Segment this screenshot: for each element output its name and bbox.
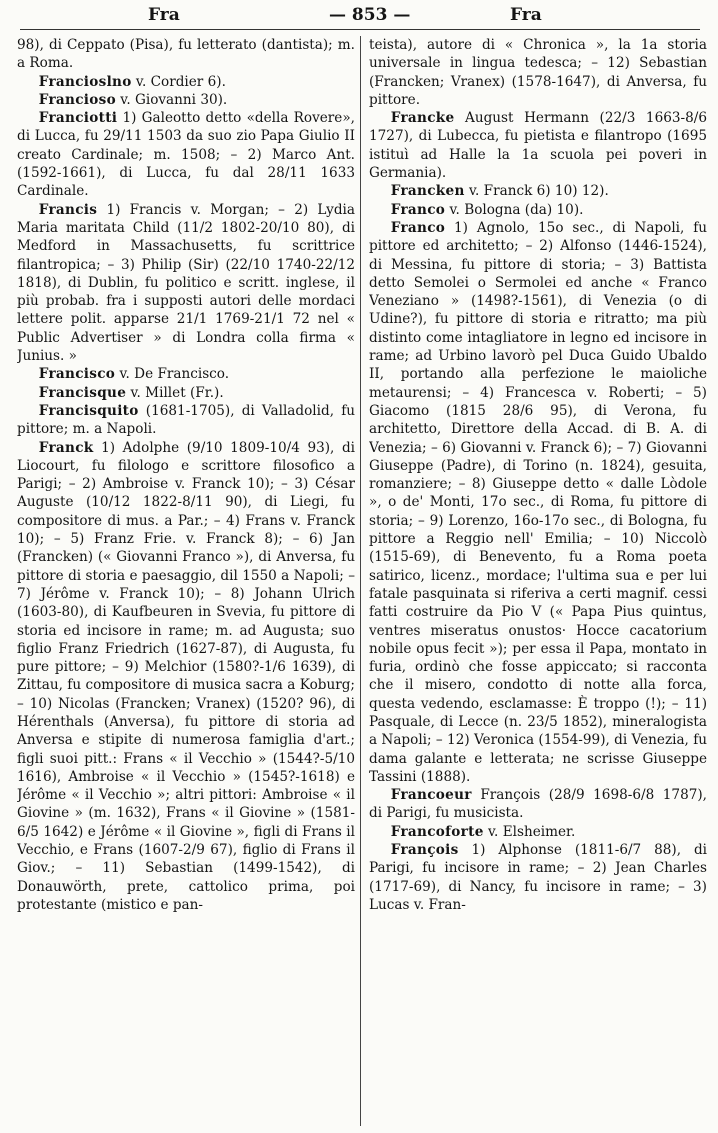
entry-franco-bologna: Franco v. Bologna (da) 10). [390, 201, 584, 218]
right-column [369, 36, 707, 1128]
left-column [17, 36, 355, 1128]
header-rule [20, 29, 700, 30]
entry-francisco: Francisco v. De Francisco. [38, 366, 230, 383]
page-number: — 853 — [329, 5, 411, 25]
entry-franck: Franck 1) Adolphe (9/10 1809-10/4 93), di Liocourt, fu filologo e scrittore filosofico a Parigi; – 2) Ambroise v. Franck 10); – 3) César Auguste (10/12 1822-8/11 90), di Liegi, fu compositore di mus. a Par.; – 4) Frans v. Franck 10); – 5) Franz Frie. v. Franck 8); – 6) Jan (Francken) (« Giovanni Franco »), di Anversa, fu pittore di storia e paesaggio, dil 1550 a Napoli; – 7) Jérôme v. Franck 10); – 8) Johann Ulrich (1603-80), di Kaufbeuren in Svevia, fu pittore di storia ed incisore in rame; m. ad Augusta; suo figlio Franz Friedrich (1627-87), di Augusta, fu pure pittore; – 9) Melchior (1580?-1/6 1639), di Zittau, fu compositore di musica sacra a Koburg; – 10) Nicolas (Francken; Vranex) (1520? 96), di Hérenthals (Anversa), fu pittore di storia ad Anversa e stipite di numerosa famiglia d'art.; figli suoi pitt.: Frans « il Vecchio » (1544?-5/10 1616), Ambroise « il Vecchio » (1545?-1618) e Jérôme « il Vecchio »; altri pittori: Ambroise « il Giovine » (m. 1632), Frans « il Giovine » (1581-6/5 1642) e Jérôme « il Giovine », figli di Frans il Vecchio, e Frans (1607-2/9 67), figlio di Frans il Giov.; – 11) Sebastian (1499-1542), di Donauwörth, prete, cattolico prima, poi protestante (mistico e pan- [17, 439, 355, 913]
entry-continuation: 98), di Ceppato (Pisa), fu letterato (dantista); m. a Roma. [17, 37, 355, 72]
entry-francioso: Francioso v. Giovanni 30). [38, 91, 228, 108]
page-header [0, 4, 718, 30]
entry-francken: Francken v. Franck 6) 10) 12). [390, 183, 609, 200]
header-left-keyword: Fra [148, 5, 180, 25]
entry-franco: Franco 1) Agnolo, 15o sec., di Napoli, fu pittore ed architetto; – 2) Alfonso (1446-1524), di Messina, fu pittore di storia; – 3) Battista detto Semolei o Sermolei ed anche « Franco Veneziano » (1498?-1561), di Venezia (o di Udine?), fu pittore di storia e ritratto; ma più distinto come intagliatore in legno ed incisore in rame; ad Urbino lavorò pel Duca Guido Ubaldo II, portando alla perfezione le maioliche metaurensi; – 4) Francesca v. Roberti; – 5) Giacomo (1815 28/6 95), di Verona, fu architetto, Direttore della Accad. di B. A. di Venezia; – 6) Giovanni v. Franck 6); – 7) Giovanni Giuseppe (Padre), di Torino (n. 1824), gesuita, romanziere; – 8) Giuseppe detto « dalle Lòdole », o de' Monti, 17o sec., di Roma, fu pittore di storia; – 9) Lorenzo, 16o-17o sec., di Bologna, fu pittore a Reggio nell' Emilia; – 10) Niccolò (1515-69), di Benevento, fu a Roma poeta satirico, licenz., mordace; l'ultima sua e per lui fatale pasquinata si riferiva a certi magnif. cessi fatti costruire da Pio V (« Papa Pius quintus, ventres miseratus onustos· Hocce cacatorium nobile opus fecit »); per essa il Papa, montato in furia, ordinò che fosse appiccato; si racconta che il misero, condotto di notte alla forca, questa vedendo, esclamasse: È troppo (!); – 11) Pasquale, di Lecce (n. 23/5 1852), mineralogista a Napoli; – 12) Veronica (1554-99), di Venezia, fu dama galante e letterata; ne scrisse Giuseppe Tassini (1888). [369, 219, 707, 785]
entry-francisque: Francisque v. Millet (Fr.). [38, 384, 224, 401]
column-divider [360, 36, 361, 1126]
entry-continuation: teista), autore di « Chronica », la 1a storia universale in lingua tedesca; – 12) Sebastian (Francken; Vranex) (1578-1647), di Anversa, fu pittore. [369, 37, 707, 108]
entry-franciosino: Francioslno v. Cordier 6). [38, 73, 226, 90]
entry-francke: Francke August Hermann (22/3 1663-8/6 1727), di Lubecca, fu pietista e filantropo (1695 istituì ad Halle la 1a scuola pei poveri in Germania). [369, 110, 707, 182]
entry-franciotti: Franciotti 1) Galeotto detto «della Rovere», di Lucca, fu 29/11 1503 da suo zio Papa Giulio II creato Cardinale; m. 1508; – 2) Marco Ant. (1592-1661), di Lucca, fu dal 28/11 1633 Cardinale. [17, 110, 355, 200]
header-right-keyword: Fra [510, 5, 542, 25]
entry-francoforte: Francoforte v. Elsheimer. [390, 823, 576, 840]
entry-francisquito: Francisquito (1681-1705), di Valladolid, fu pittore; m. a Napoli. [17, 402, 355, 438]
entry-francois: François 1) Alphonse (1811-6/7 88), di Parigi, fu incisore in rame; – 2) Jean Charles (1717-69), di Nancy, fu incisore in rame; – 3) Lucas v. Fran- [369, 842, 707, 913]
entry-francis: Francis 1) Francis v. Morgan; – 2) Lydia Maria maritata Child (11/2 1802-20/10 80), di Medford in Massachusetts, fu scrittrice filantropica; – 3) Philip (Sir) (22/10 1740-22/12 1818), di Dublin, fu politico e scritt. inglese, il più probab. fra i supposti autori delle mordaci lettere polit. apparse 21/1 1769-21/1 72 nel « Public Advertiser » di Londra colla firma « Junius. » [17, 201, 355, 365]
entry-francoeur: Francoeur François (28/9 1698-6/8 1787), di Parigi, fu musicista. [369, 787, 707, 822]
